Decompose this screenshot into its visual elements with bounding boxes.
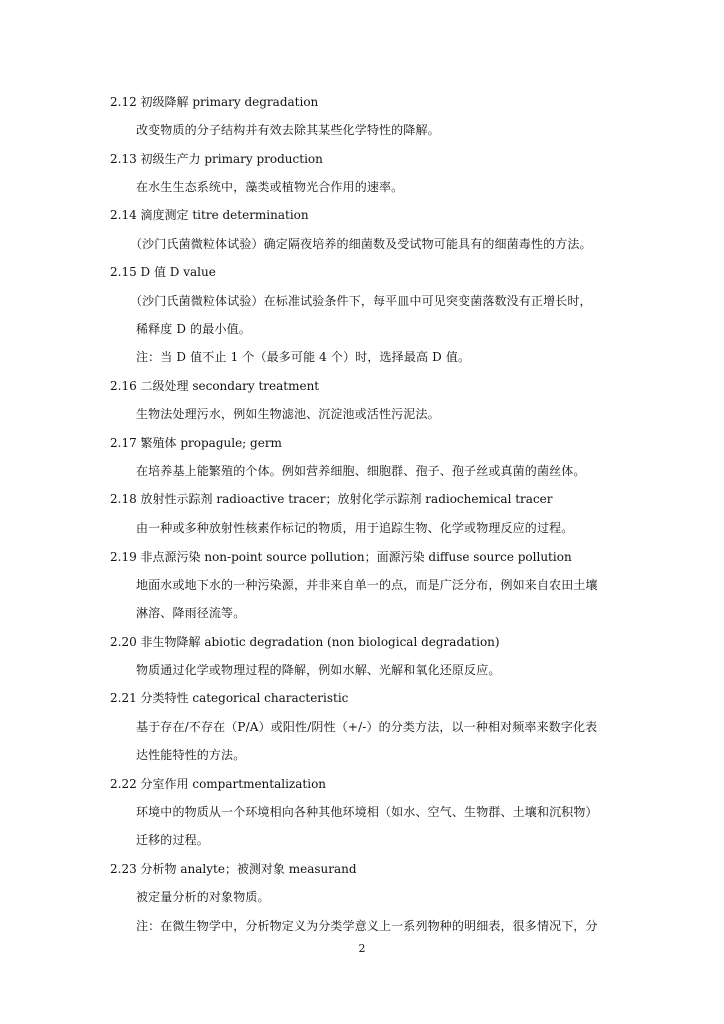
- term-definition-2-15-line-1: （沙门氏菌微粒体试验）在标准试验条件下，每平皿中可见突变菌落数没有正增长时，: [130, 294, 592, 308]
- term-definition-2-20: 物质通过化学或物理过程的降解，例如水解、光解和氧化还原反应。: [136, 663, 501, 677]
- term-heading-2-13: 2.13 初级生产力 primary production: [110, 152, 323, 166]
- term-definition-2-23: 被定量分析的对象物质。: [136, 890, 270, 904]
- term-heading-2-20: 2.20 非生物降解 abiotic degradation (non biological degradation): [110, 635, 500, 649]
- term-heading-2-17: 2.17 繁殖体 propagule; germ: [110, 436, 282, 450]
- term-heading-2-12: 2.12 初级降解 primary degradation: [110, 95, 319, 109]
- term-heading-2-21: 2.21 分类特性 categorical characteristic: [110, 691, 349, 705]
- term-note-2-15: 注：当 D 值不止 1 个（最多可能 4 个）时，选择最高 D 值。: [136, 350, 471, 364]
- term-heading-2-14: 2.14 滴度测定 titre determination: [110, 208, 309, 222]
- term-definition-2-13: 在水生生态系统中，藻类或植物光合作用的速率。: [136, 180, 404, 194]
- term-definition-2-16: 生物法处理污水，例如生物滤池、沉淀池或活性污泥法。: [136, 407, 440, 421]
- page-number: 2: [358, 942, 366, 955]
- term-definition-2-18: 由一种或多种放射性核素作标记的物质，用于追踪生物、化学或物理反应的过程。: [136, 521, 574, 535]
- term-note-2-23: 注：在微生物学中，分析物定义为分类学意义上一系列物种的明细表，很多情况下，分: [136, 919, 598, 933]
- term-heading-2-19: 2.19 非点源污染 non-point source pollution；面源污染 diffuse source pollution: [110, 550, 572, 564]
- term-heading-2-15: 2.15 D 值 D value: [110, 265, 216, 279]
- term-definition-2-19-line-1: 地面水或地下水的一种污染源，并非来自单一的点，而是广泛分布，例如来自农田土壤: [136, 578, 598, 592]
- term-heading-2-22: 2.22 分室作用 compartmentalization: [110, 777, 327, 791]
- term-heading-2-18: 2.18 放射性示踪剂 radioactive tracer；放射化学示踪剂 radiochemical tracer: [110, 492, 553, 506]
- term-heading-2-23: 2.23 分析物 analyte；被测对象 measurand: [110, 862, 357, 876]
- term-heading-2-16: 2.16 二级处理 secondary treatment: [110, 379, 320, 393]
- term-definition-2-14: （沙门氏菌微粒体试验）确定隔夜培养的细菌数及受试物可能具有的细菌毒性的方法。: [130, 237, 592, 251]
- term-definition-2-15-line-2: 稀释度 D 的最小值。: [136, 322, 251, 336]
- term-definition-2-22-line-2: 迁移的过程。: [136, 833, 209, 847]
- term-definition-2-17: 在培养基上能繁殖的个体。例如营养细胞、细胞群、孢子、孢子丝或真菌的菌丝体。: [136, 464, 586, 478]
- term-definition-2-22-line-1: 环境中的物质从一个环境相向各种其他环境相（如水、空气、生物群、土壤和沉积物）: [136, 805, 598, 819]
- term-definition-2-21-line-2: 达性能特性的方法。: [136, 748, 246, 762]
- term-definition-2-19-line-2: 淋溶、降雨径流等。: [136, 606, 246, 620]
- term-definition-2-12: 改变物质的分子结构并有效去除其某些化学特性的降解。: [136, 123, 440, 137]
- term-definition-2-21-line-1: 基于存在/不存在（P/A）或阳性/阴性（+/-）的分类方法，以一种相对频率来数字化表: [136, 720, 598, 734]
